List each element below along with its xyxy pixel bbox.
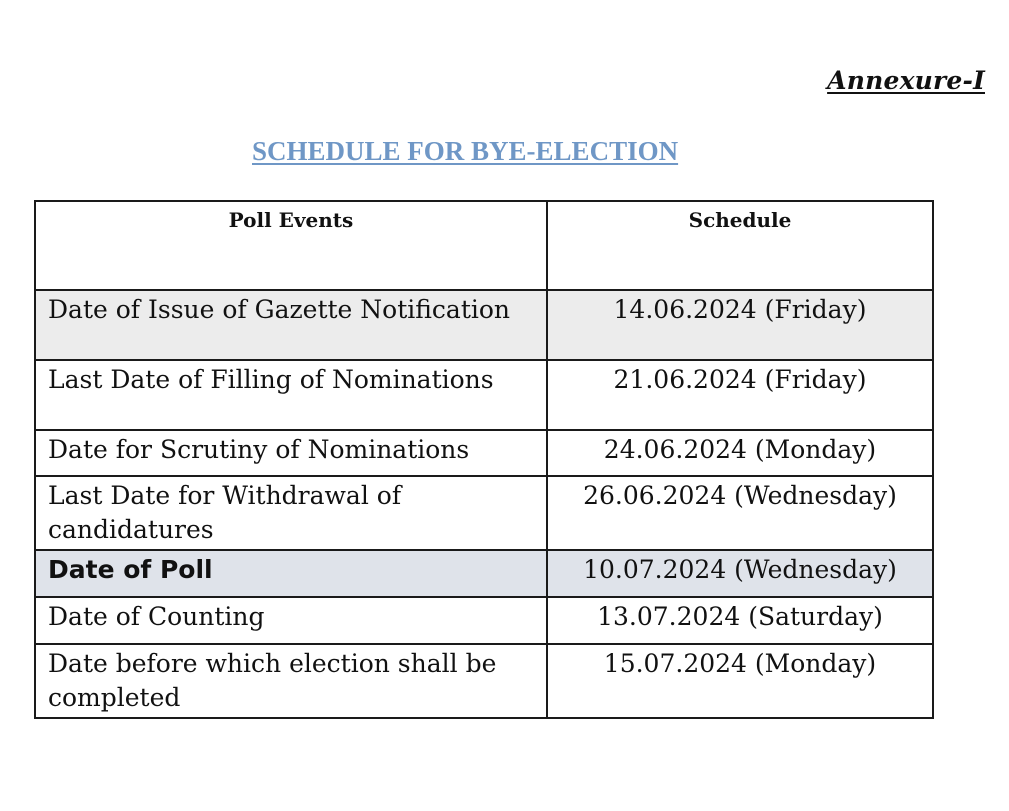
- date-cell: 21.06.2024 (Friday): [547, 360, 933, 430]
- date-cell: 24.06.2024 (Monday): [547, 430, 933, 476]
- page-title: SCHEDULE FOR BYE-ELECTION: [252, 136, 679, 166]
- table-row: [35, 597, 933, 644]
- date-cell: 14.06.2024 (Friday): [547, 290, 933, 360]
- event-cell: Date for Scrutiny of Nominations: [35, 430, 547, 476]
- table-row: [35, 290, 933, 360]
- date-cell: 10.07.2024 (Wednesday): [547, 550, 933, 597]
- event-cell: Date of Issue of Gazette Notification: [35, 290, 547, 360]
- table-row: [35, 360, 933, 430]
- date-cell: 13.07.2024 (Saturday): [547, 597, 933, 644]
- event-cell: Last Date for Withdrawal of candidatures: [35, 476, 547, 550]
- column-header-schedule: Schedule: [547, 201, 933, 290]
- event-cell: Date of Poll: [35, 550, 547, 597]
- date-cell: 15.07.2024 (Monday): [547, 644, 933, 718]
- annexure-label: Annexure-I: [827, 66, 985, 95]
- table-row: [35, 476, 933, 550]
- table-header-row: [35, 201, 933, 290]
- table-row: [35, 644, 933, 718]
- table-row: [35, 430, 933, 476]
- event-cell: Date before which election shall be completed: [35, 644, 547, 718]
- table-row-poll-date: [35, 550, 933, 597]
- event-cell: Last Date of Filling of Nominations: [35, 360, 547, 430]
- event-cell: Date of Counting: [35, 597, 547, 644]
- date-cell: 26.06.2024 (Wednesday): [547, 476, 933, 550]
- schedule-table: [34, 200, 934, 719]
- column-header-poll-events: Poll Events: [35, 201, 547, 290]
